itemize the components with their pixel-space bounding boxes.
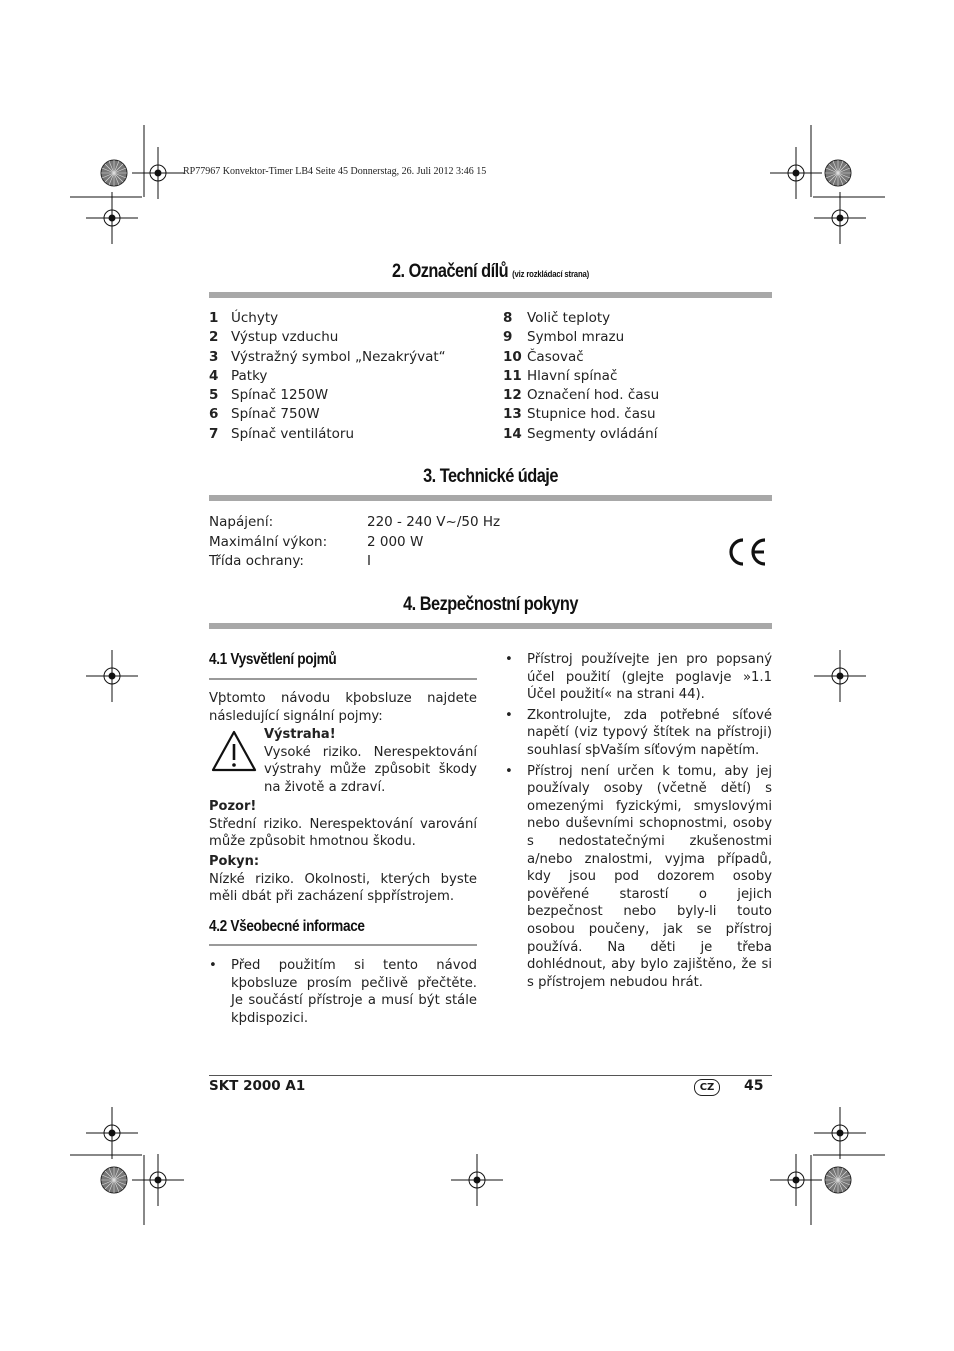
country-badge: CZ	[694, 1079, 720, 1096]
warning-title: Výstraha!	[264, 727, 336, 742]
section-2-rule	[209, 292, 772, 298]
list-item: • Přístroj není určen k tomu, aby jej používaly osoby (včetně dětí) s omezenými fyzickými, smyslovými nebo duševními schopnostmi, osoby s nedostatečnými zkušenostmi a/nebo znalostmi, vyjma případů, kdy jsou pod dozorem osoby pověřené starostí o jejich bezpečnost nebo byly-li touto osobou poučeny, jak se přístroj používá. Na děti je třeba dohlédnout, aby bylo zajištěno, že si s přístrojem nebudou hrát.	[505, 763, 772, 990]
spec-row: Třída ochrany: I	[209, 553, 371, 569]
list-item: 8 Volič teploty	[503, 310, 611, 326]
list-item: 10 Časovač	[503, 348, 584, 365]
section-3-rule	[209, 495, 772, 501]
warning-triangle-icon	[210, 729, 258, 773]
caution-block	[209, 798, 477, 851]
note-text: Nízké riziko. Okolnosti, kterých byste měli dbát při zacházení sþpřístrojem.	[209, 871, 477, 905]
section-2-note: (viz rozkládací strana)	[512, 269, 590, 279]
warning-block	[264, 726, 477, 796]
safety-bullets	[505, 651, 772, 991]
subsection-4-2-rule	[209, 944, 477, 946]
list-item: 6 Spínač 750W	[209, 406, 320, 423]
list-item: • Zkontrolujte, zda potřebné síťové napětí (viz typový štítek na přístroji) souhlasí sþVaším síťovým napětím.	[505, 707, 772, 758]
list-item: 2 Výstup vzduchu	[209, 329, 339, 346]
parts-list-left	[209, 309, 489, 444]
subsection-4-1-rule	[209, 678, 477, 680]
list-item: 3 Výstražný symbol „Nezakrývat“	[209, 348, 446, 365]
subsection-4-1-title: 4.1 Vysvětlení pojmů	[209, 651, 337, 668]
ce-mark-icon	[724, 536, 768, 568]
bullet-icon: •	[505, 652, 513, 667]
note-block	[209, 853, 477, 906]
footer-rule	[209, 1075, 772, 1076]
section-2-heading	[248, 261, 732, 283]
page-number: 45	[744, 1078, 764, 1094]
spec-row: Napájení: 220 - 240 V~/50 Hz	[209, 514, 501, 530]
print-header-meta: RP77967 Konvektor-Timer LB4 Seite 45 Donnerstag, 26. Juli 2012 3:46 15	[183, 166, 487, 177]
section-2-title: 2. Označení dílů	[391, 261, 509, 282]
bullet-icon: •	[505, 707, 513, 723]
list-item: 13 Stupnice hod. času	[503, 406, 656, 423]
intro-paragraph: Vþtomto návodu kþobsluze najdete následující signální pojmy:	[209, 691, 477, 724]
note-title: Pokyn:	[209, 854, 260, 869]
list-item: 5 Spínač 1250W	[209, 387, 329, 404]
caution-text: Střední riziko. Nerespektování varování může způsobit hmotnou škodu.	[209, 816, 477, 850]
spec-table	[209, 513, 629, 572]
list-item: 9 Symbol mrazu	[503, 329, 625, 346]
list-item: 1 Úchyty	[209, 310, 279, 326]
spec-row: Maximální výkon: 2 000 W	[209, 533, 424, 550]
footer-model: SKT 2000 A1	[209, 1078, 306, 1094]
general-info-bullets	[209, 957, 477, 1027]
caution-title: Pozor!	[209, 799, 257, 814]
list-item: 7 Spínač ventilátoru	[209, 425, 355, 442]
section-3-title: 3. Technické údaje	[423, 466, 558, 487]
list-item: 12 Označení hod. času	[503, 387, 660, 404]
subsection-4-2-title: 4.2 Všeobecné informace	[209, 918, 365, 935]
parts-list-right	[503, 309, 773, 444]
bullet-icon: •	[505, 763, 513, 779]
list-item: 4 Patky	[209, 367, 268, 384]
list-item: • Přístroj používejte jen pro popsaný účel použití (glejte poglavje »1.1 Účel použití« na strani 44).	[505, 652, 772, 703]
section-4-title: 4. Bezpečnostní pokyny	[403, 594, 578, 615]
list-item: 14 Segmenty ovládání	[503, 425, 658, 442]
list-item: • Před použitím si tento návod kþobsluze prosím pečlivě přečtěte. Je součástí přístroje a musí být stále kþdispozici.	[209, 958, 477, 1026]
section-4-rule	[209, 623, 772, 629]
list-item: 11 Hlavní spínač	[503, 367, 618, 384]
bullet-icon: •	[209, 958, 217, 973]
warning-text: Vysoké riziko. Nerespektování výstrahy může způsobit škody na životě a zdraví.	[264, 744, 477, 795]
